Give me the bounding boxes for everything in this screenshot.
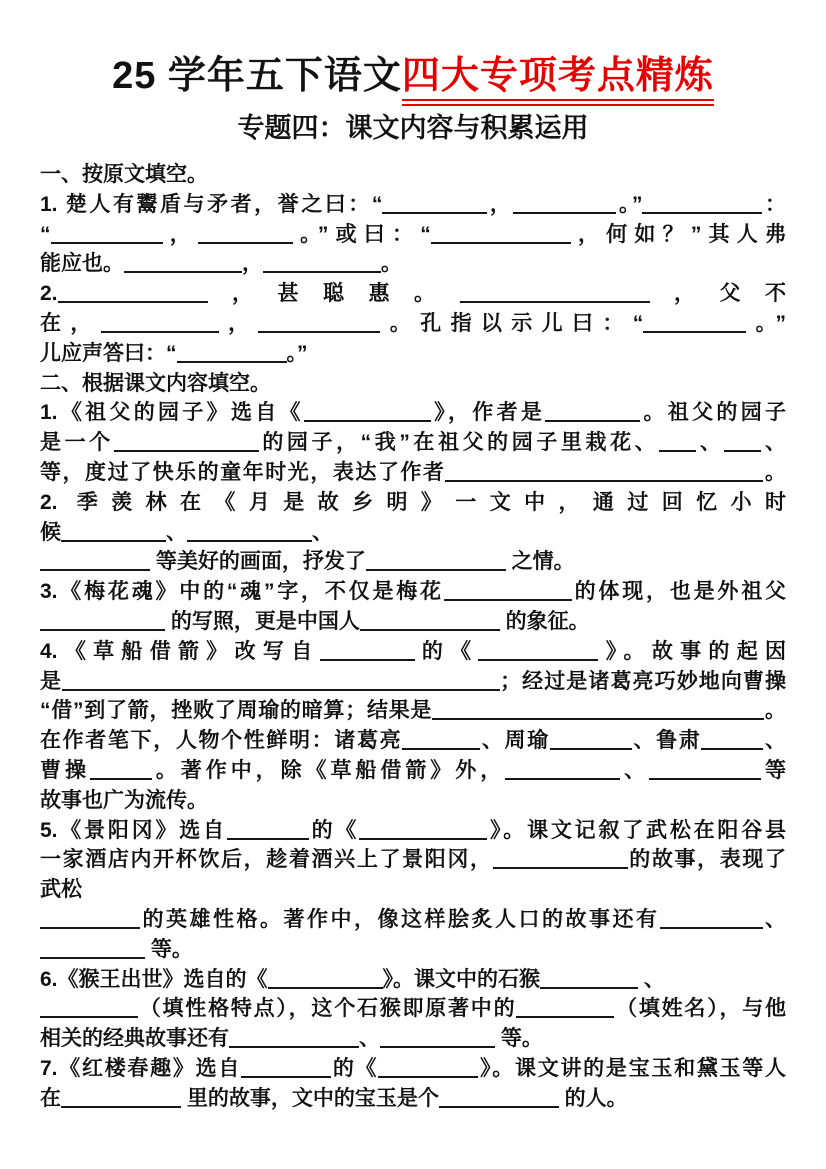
text-segment: 在， <box>40 311 101 335</box>
fill-blank <box>724 450 761 452</box>
text-segment: ， <box>242 252 263 276</box>
text-line <box>40 994 786 1024</box>
text-line <box>40 905 786 935</box>
fill-blank <box>380 1046 495 1048</box>
fill-blank <box>366 569 506 571</box>
text-segment: 的故事，表现了 <box>627 848 786 872</box>
fill-blank <box>439 1106 559 1108</box>
fill-blank <box>444 599 572 601</box>
text-segment: 的象征。 <box>499 609 590 633</box>
fill-blank <box>320 659 415 661</box>
fill-blank <box>101 331 219 333</box>
fill-blank <box>550 748 632 750</box>
fill-blank <box>516 1016 614 1018</box>
text-segment: ，甚聪惠。 <box>207 282 460 306</box>
fill-blank <box>505 778 620 780</box>
fill-blank <box>304 420 431 422</box>
text-segment: （填姓名），与他 <box>614 997 786 1021</box>
text-segment: 》。课文中的石猴 <box>382 967 541 991</box>
text-segment: “借”到了箭，挫败了周瑜的暗算；结果是 <box>40 699 433 723</box>
text-segment: 、 <box>359 1027 380 1051</box>
text-segment: 、 <box>762 907 786 931</box>
fill-blank <box>359 838 487 840</box>
fill-blank <box>432 718 764 720</box>
fill-blank <box>114 450 259 452</box>
text-segment: 里的故事，文中的宝玉是个 <box>181 1086 439 1110</box>
text-segment: ， <box>487 192 514 216</box>
text-segment: 。”或曰：“ <box>292 222 431 246</box>
text-line <box>40 637 786 667</box>
text-segment: 的人。 <box>558 1086 628 1110</box>
text-segment: 候 <box>40 520 61 544</box>
fill-blank <box>61 540 166 542</box>
fill-blank <box>445 480 763 482</box>
text-segment: 武松 <box>40 878 82 902</box>
fill-blank <box>227 838 309 840</box>
fill-blank <box>460 301 650 303</box>
text-line <box>40 696 786 726</box>
text-segment: 曹操 <box>40 758 90 782</box>
text-segment: 在 <box>40 1086 61 1110</box>
text-segment: 的《 <box>331 1056 379 1080</box>
fill-blank <box>58 301 208 303</box>
text-segment: 的《 <box>308 818 360 842</box>
fill-blank <box>642 212 762 214</box>
section-heading <box>40 369 786 399</box>
text-line <box>40 577 786 607</box>
fill-blank <box>378 1076 478 1078</box>
text-segment: 等，度过了快乐的童年时光，表达了作者 <box>40 460 446 484</box>
text-segment: ，父不 <box>649 282 786 306</box>
fill-blank <box>61 1106 181 1108</box>
text-line <box>40 339 786 369</box>
fill-blank <box>649 778 761 780</box>
text-segment: 》。故事的起因 <box>598 639 786 663</box>
fill-blank <box>241 1076 331 1078</box>
text-segment: ， <box>218 311 259 335</box>
fill-blank <box>360 629 500 631</box>
text-segment: 。” <box>616 192 643 216</box>
text-segment: 等 <box>761 758 786 782</box>
text-segment: 、 <box>620 758 650 782</box>
text-line <box>40 1084 786 1114</box>
text-line <box>40 935 786 965</box>
title-text: 25 学年五下语文 <box>112 55 402 97</box>
text-line <box>40 845 786 875</box>
fill-blank <box>268 987 383 989</box>
text-segment: 的写照，更是中国人 <box>165 609 360 633</box>
text-line <box>40 279 786 309</box>
text-segment: 5.《景阳冈》选自 <box>40 818 227 842</box>
text-line <box>40 398 786 428</box>
text-segment: 、 <box>761 431 786 455</box>
text-segment: 的《 <box>414 639 479 663</box>
page-title <box>40 50 786 102</box>
fill-blank <box>40 1016 138 1018</box>
text-segment: 。 <box>381 252 402 276</box>
fill-blank <box>545 420 640 422</box>
text-segment: “ <box>40 222 51 246</box>
text-segment: 1. 楚人有鬻盾与矛者，誉之曰：“ <box>40 192 383 216</box>
fill-blank <box>62 689 500 691</box>
text-segment: 、鲁肃 <box>631 729 702 753</box>
fill-blank <box>263 271 381 273</box>
text-line <box>40 518 786 548</box>
text-segment: 一、按原文填空。 <box>40 163 208 186</box>
fill-blank <box>513 212 616 214</box>
fill-blank <box>229 1046 359 1048</box>
fill-blank <box>540 987 638 989</box>
text-segment: 。 <box>764 699 786 723</box>
text-line <box>40 816 786 846</box>
text-segment: ；经过是诸葛亮巧妙地向曹操 <box>500 669 786 693</box>
fill-blank <box>40 629 165 631</box>
text-segment: 6.《猴王出世》选自的《 <box>40 967 268 991</box>
text-segment: 。著作中，除《草船借箭》外， <box>151 758 506 782</box>
fill-blank <box>382 212 487 214</box>
fill-blank <box>198 242 293 244</box>
fill-blank <box>659 450 696 452</box>
text-line <box>40 309 786 339</box>
text-segment: 之情。 <box>505 550 575 574</box>
text-segment: 3.《梅花魂》中的“魂”字，不仅是梅花 <box>40 580 444 604</box>
worksheet-body <box>40 160 786 1114</box>
text-line <box>40 220 786 250</box>
fill-blank <box>478 659 598 661</box>
text-segment: 、周瑜 <box>480 729 550 753</box>
text-segment: 的体现，也是外祖父 <box>571 580 786 604</box>
text-segment: ： <box>762 192 786 216</box>
fill-blank <box>187 540 312 542</box>
text-segment: 。祖父的园子 <box>640 401 786 425</box>
title-highlight: 四大专项考点精炼 <box>402 55 714 106</box>
text-segment: 二、根据课文内容填空。 <box>40 371 271 395</box>
text-line <box>40 607 786 637</box>
fill-blank <box>40 957 145 959</box>
text-segment: 等美好的画面，抒发了 <box>150 550 366 574</box>
text-line <box>40 458 786 488</box>
text-segment: 能应也。 <box>40 252 124 276</box>
text-line <box>40 1054 786 1084</box>
text-segment: 一家酒店内开杯饮后，趁着酒兴上了景阳冈， <box>40 848 493 872</box>
text-segment: 等。 <box>495 1027 543 1051</box>
text-segment: 》。课文记叙了武松在阳谷县 <box>487 818 786 842</box>
text-segment: 、 <box>696 431 725 455</box>
text-line <box>40 428 786 458</box>
fill-blank <box>643 331 746 333</box>
fill-blank <box>660 927 763 929</box>
fill-blank <box>431 242 571 244</box>
text-line <box>40 488 786 518</box>
fill-blank <box>493 867 628 869</box>
text-segment: 是一个 <box>40 431 114 455</box>
text-line <box>40 756 786 786</box>
text-segment: 1.《祖父的园子》选自《 <box>40 401 304 425</box>
text-segment: 、 <box>638 967 665 991</box>
fill-blank <box>258 331 380 333</box>
text-segment: 的园子，“我”在祖父的园子里栽花、 <box>258 431 660 455</box>
text-line <box>40 249 786 279</box>
text-segment: 。” <box>286 341 308 365</box>
text-segment: 2. <box>40 282 58 306</box>
text-segment: 等。 <box>145 937 193 961</box>
text-segment: 。” <box>746 311 786 335</box>
fill-blank <box>402 748 480 750</box>
text-segment: 》，作者是 <box>430 401 546 425</box>
text-segment: ， <box>162 222 198 246</box>
text-segment: 、 <box>763 729 786 753</box>
section-heading <box>40 160 786 190</box>
text-line <box>40 547 786 577</box>
text-line <box>40 1024 786 1054</box>
fill-blank <box>701 748 763 750</box>
text-line <box>40 667 786 697</box>
text-line <box>40 190 786 220</box>
text-line <box>40 786 786 816</box>
text-segment: 的英雄性格。著作中，像这样脍炙人口的故事还有 <box>140 907 660 931</box>
text-segment: 。 <box>763 460 786 484</box>
text-segment: 》。课文讲的是宝玉和黛玉等人 <box>478 1056 786 1080</box>
fill-blank <box>124 271 242 273</box>
text-segment: 4.《草船借箭》改写自 <box>40 639 320 663</box>
fill-blank <box>90 778 152 780</box>
fill-blank <box>51 242 163 244</box>
text-segment: ，何如？”其人弗 <box>570 222 786 246</box>
text-segment: 在作者笔下，人物个性鲜明：诸葛亮 <box>40 729 403 753</box>
text-segment: 、 <box>166 520 187 544</box>
text-segment: 相关的经典故事还有 <box>40 1027 229 1051</box>
text-line <box>40 875 786 905</box>
text-segment: 故事也广为流传。 <box>40 788 208 812</box>
text-line <box>40 726 786 756</box>
page-subtitle: 专题四：课文内容与积累运用 <box>237 113 589 143</box>
text-segment: 。孔指以示儿曰：“ <box>380 311 644 335</box>
fill-blank <box>40 569 150 571</box>
fill-blank <box>40 927 140 929</box>
text-segment: 2. 季羡林在《月是故乡明》一文中，通过回忆小时 <box>40 490 786 514</box>
text-segment: （填性格特点），这个石猴即原著中的 <box>138 997 517 1021</box>
text-segment: 是 <box>40 669 63 693</box>
text-segment: 7.《红楼春趣》选自 <box>40 1056 242 1080</box>
text-segment: 、 <box>312 520 333 544</box>
text-line <box>40 965 786 995</box>
fill-blank <box>177 361 287 363</box>
text-segment: 儿应声答曰：“ <box>40 341 177 365</box>
